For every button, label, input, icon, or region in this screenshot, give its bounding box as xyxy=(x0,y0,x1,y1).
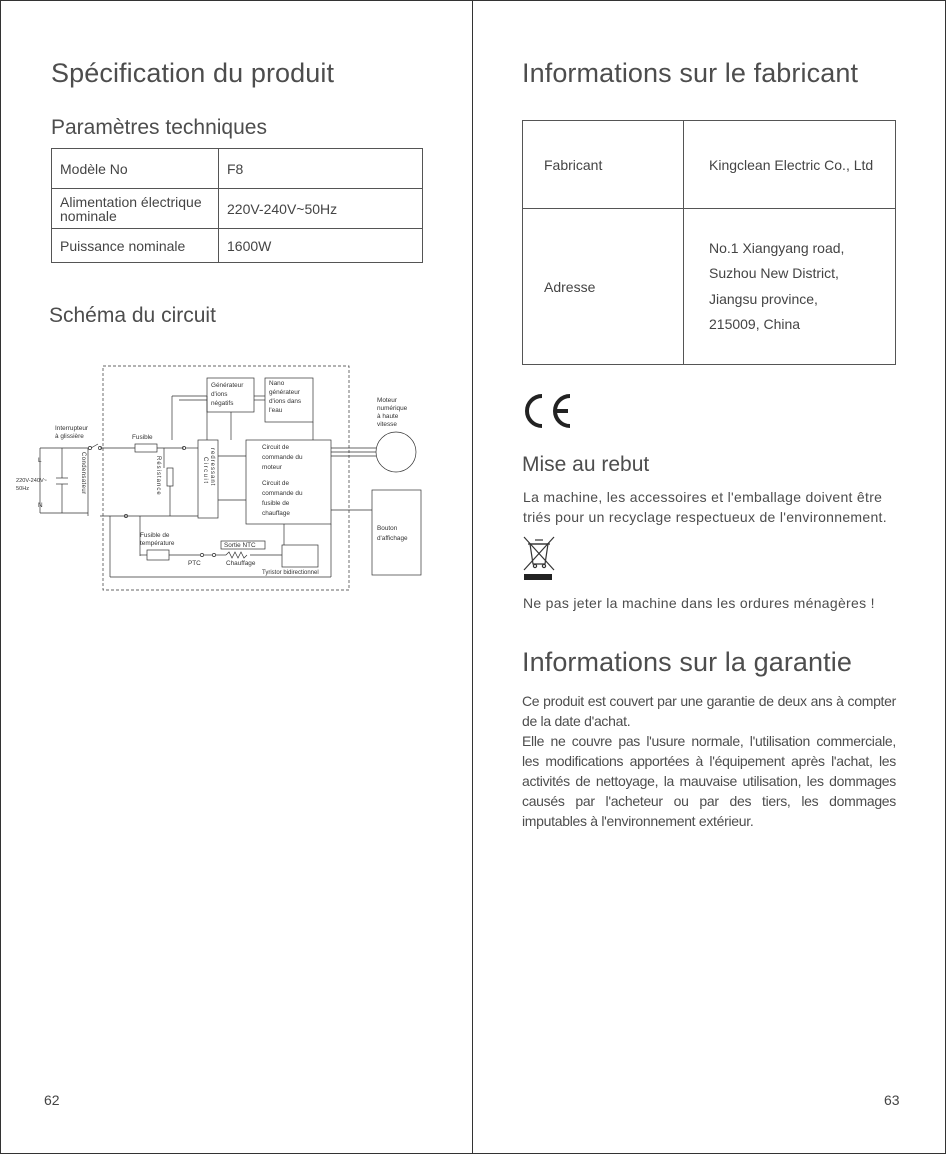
label-nano-1: Nano xyxy=(269,380,285,387)
label-cmd-fusible-2: commande du xyxy=(262,490,303,497)
label-sortie-ntc: Sortie NTC xyxy=(224,542,256,549)
label-interrupteur: Interrupteur xyxy=(55,425,89,432)
label-cmd-moteur-3: moteur xyxy=(262,464,282,471)
manufacturer-table xyxy=(522,120,896,365)
label-circuit: Circuit xyxy=(202,457,208,485)
address-row xyxy=(523,209,896,365)
label-moteur-2: numérique xyxy=(377,405,408,412)
spec-label: Modèle No xyxy=(52,149,219,189)
warranty-title: Informations sur la garantie xyxy=(522,647,852,677)
label-voltage: 220V-240V~ xyxy=(16,478,47,484)
spec-row xyxy=(52,189,423,229)
spec-value: 1600W xyxy=(219,229,423,263)
spec-row xyxy=(52,229,423,263)
page-divider xyxy=(472,0,473,1154)
label-gen-ions-1: Générateur xyxy=(211,382,244,389)
disposal-text-2: triés pour un recyclage respectueux de l'environnement. xyxy=(523,509,887,525)
label-nano-4: l'eau xyxy=(269,407,283,414)
label-nano-2: générateur xyxy=(269,389,300,396)
disposal-text-1: La machine, les accessoires et l'emballage doivent être xyxy=(523,489,883,505)
label-cmd-moteur-2: commande du xyxy=(262,454,303,461)
address-label: Adresse xyxy=(523,209,684,365)
address-line: 215009, China xyxy=(709,316,801,332)
label-moteur-1: Moteur xyxy=(377,397,397,404)
spec-value: F8 xyxy=(219,149,423,189)
label-glissiere: à glissière xyxy=(55,433,84,440)
label-moteur-3: à haute xyxy=(377,413,399,420)
ce-mark-icon xyxy=(522,392,576,430)
address-line: No.1 Xiangyang road, xyxy=(709,239,845,256)
label-cmd-moteur-1: Circuit de xyxy=(262,444,289,451)
spec-label: Puissance nominale xyxy=(52,229,219,263)
manufacturer-row xyxy=(523,121,896,209)
label-cmd-fusible-4: chauffage xyxy=(262,510,290,517)
label-condensateur: Condensateur xyxy=(80,452,86,495)
label-resistance: Résistance xyxy=(155,456,161,496)
spec-table xyxy=(51,148,423,263)
label-nano-3: d'ions dans xyxy=(269,398,302,405)
label-cmd-fusible-3: fusible de xyxy=(262,500,290,507)
label-l: L xyxy=(38,457,42,464)
manufacturer-title: Informations sur le fabricant xyxy=(522,58,859,88)
disposal-heading: Mise au rebut xyxy=(522,453,650,476)
warranty-paragraph-2: Elle ne couvre pas l'usure normale, l'utilisation commerciale, les modifications apportées à l'équipement après l'achat, les activités de nettoyage, la mauvaise utilisation, les dommages causés par l'acheteur ou par des tiers, les dommages imputables à l'environnement extérieur. xyxy=(522,733,896,829)
label-ptc: PTC xyxy=(188,560,201,567)
address-line: Suzhou New District, xyxy=(709,265,839,281)
label-chauffage: Chauffage xyxy=(226,560,256,567)
label-frequency: 50Hz xyxy=(16,486,30,492)
label-cmd-fusible-1: Circuit de xyxy=(262,480,289,487)
circuit-diagram xyxy=(14,360,424,596)
label-fusible-temp-2: température xyxy=(140,540,175,547)
label-moteur-4: vitesse xyxy=(377,421,397,428)
label-bouton-2: d'affichage xyxy=(377,535,408,542)
label-gen-ions-2: d'ions xyxy=(211,391,228,398)
crossed-out-wheelie-bin-icon xyxy=(522,534,556,582)
page-number-left: 62 xyxy=(44,1092,60,1108)
tech-params-heading: Paramètres techniques xyxy=(51,116,267,139)
label-bouton-1: Bouton xyxy=(377,525,398,532)
spec-title: Spécification du produit xyxy=(51,58,335,88)
page-number-right: 63 xyxy=(884,1092,900,1108)
spec-label: Alimentation électrique nominale xyxy=(52,189,219,229)
manufacturer-label: Fabricant xyxy=(523,121,684,209)
label-redressant: redressant xyxy=(209,448,215,487)
spec-value: 220V-240V~50Hz xyxy=(219,189,423,229)
label-thyristor: Tyristor bidirectionnel xyxy=(262,570,319,576)
circuit-heading: Schéma du circuit xyxy=(49,304,216,327)
disposal-warning: Ne pas jeter la machine dans les ordures ménagères ! xyxy=(523,595,875,611)
address-value xyxy=(684,209,896,365)
spec-row xyxy=(52,149,423,189)
label-n: N xyxy=(38,502,43,509)
label-fusible: Fusible xyxy=(132,434,153,441)
address-line: Jiangsu province, xyxy=(709,290,818,307)
label-fusible-temp-1: Fusible de xyxy=(140,532,170,539)
label-gen-ions-3: négatifs xyxy=(211,400,234,407)
manufacturer-value: Kingclean Electric Co., Ltd xyxy=(684,121,896,209)
warranty-paragraph-1: Ce produit est couvert par une garantie de deux ans à compter de la date d'achat. xyxy=(522,693,896,729)
